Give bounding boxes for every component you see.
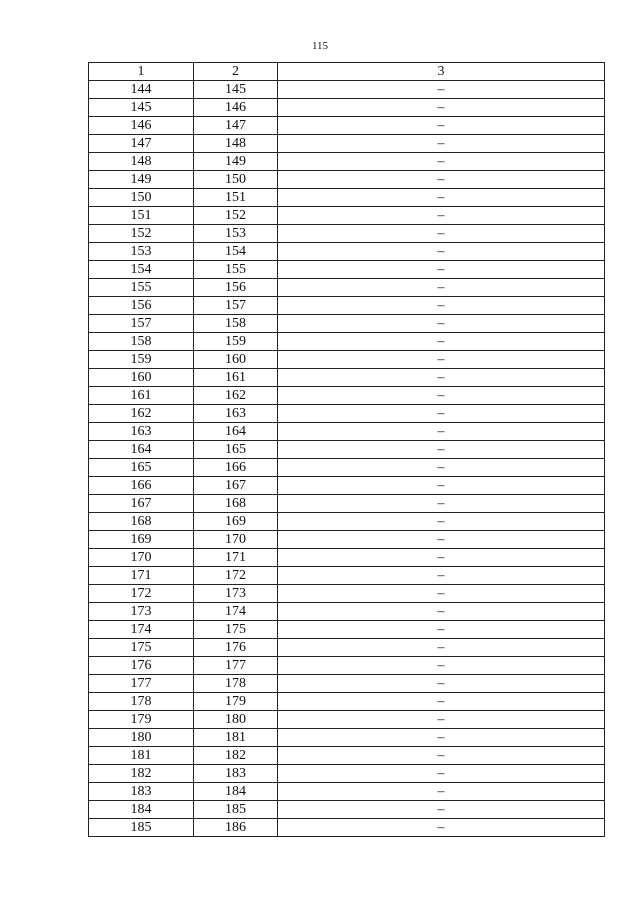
table-cell: – bbox=[278, 261, 605, 279]
table-cell: 150 bbox=[194, 171, 278, 189]
table-row bbox=[89, 135, 605, 153]
table-cell: 172 bbox=[194, 567, 278, 585]
table-row bbox=[89, 351, 605, 369]
table-row bbox=[89, 243, 605, 261]
table-cell: 148 bbox=[89, 153, 194, 171]
table-cell: 166 bbox=[194, 459, 278, 477]
page-number: 115 bbox=[311, 40, 329, 52]
table-cell: 179 bbox=[194, 693, 278, 711]
table-cell: 174 bbox=[194, 603, 278, 621]
table-cell: 181 bbox=[89, 747, 194, 765]
table-cell: – bbox=[278, 603, 605, 621]
table-row bbox=[89, 423, 605, 441]
table-cell: 147 bbox=[194, 117, 278, 135]
table-cell: – bbox=[278, 297, 605, 315]
table-row bbox=[89, 747, 605, 765]
table-cell: 176 bbox=[89, 657, 194, 675]
table-cell: 165 bbox=[89, 459, 194, 477]
table-row bbox=[89, 333, 605, 351]
table-cell: 174 bbox=[89, 621, 194, 639]
table-row bbox=[89, 585, 605, 603]
table-cell: 180 bbox=[89, 729, 194, 747]
table-cell: 164 bbox=[194, 423, 278, 441]
table-cell: 164 bbox=[89, 441, 194, 459]
table-cell: 168 bbox=[89, 513, 194, 531]
table-cell: 159 bbox=[89, 351, 194, 369]
table-body bbox=[89, 81, 605, 837]
table-row bbox=[89, 567, 605, 585]
table-cell: 150 bbox=[89, 189, 194, 207]
table-cell: 184 bbox=[89, 801, 194, 819]
table-cell: – bbox=[278, 369, 605, 387]
table-cell: – bbox=[278, 783, 605, 801]
table-cell: – bbox=[278, 333, 605, 351]
table-cell: 173 bbox=[194, 585, 278, 603]
table-cell: – bbox=[278, 495, 605, 513]
table-cell: 173 bbox=[89, 603, 194, 621]
table-cell: 157 bbox=[194, 297, 278, 315]
table-cell: 156 bbox=[194, 279, 278, 297]
table-row bbox=[89, 441, 605, 459]
table-cell: 155 bbox=[89, 279, 194, 297]
table-cell: – bbox=[278, 819, 605, 837]
table-cell: – bbox=[278, 405, 605, 423]
table-cell: 152 bbox=[89, 225, 194, 243]
table-cell: – bbox=[278, 747, 605, 765]
table-cell: 159 bbox=[194, 333, 278, 351]
table-cell: 162 bbox=[89, 405, 194, 423]
column-header: 3 bbox=[278, 63, 605, 81]
table-cell: 178 bbox=[89, 693, 194, 711]
table-cell: 153 bbox=[194, 225, 278, 243]
table-cell: 160 bbox=[89, 369, 194, 387]
table-cell: 152 bbox=[194, 207, 278, 225]
table-cell: 162 bbox=[194, 387, 278, 405]
table-cell: 179 bbox=[89, 711, 194, 729]
table-cell: 175 bbox=[89, 639, 194, 657]
table-cell: 154 bbox=[89, 261, 194, 279]
table-cell: 147 bbox=[89, 135, 194, 153]
table-cell: – bbox=[278, 459, 605, 477]
table-cell: – bbox=[278, 351, 605, 369]
table-row bbox=[89, 819, 605, 837]
table-row bbox=[89, 531, 605, 549]
table-cell: – bbox=[278, 135, 605, 153]
table-cell: 169 bbox=[194, 513, 278, 531]
table-row bbox=[89, 153, 605, 171]
table-cell: – bbox=[278, 801, 605, 819]
table-cell: 166 bbox=[89, 477, 194, 495]
table-row bbox=[89, 225, 605, 243]
table-cell: 151 bbox=[89, 207, 194, 225]
table-cell: 145 bbox=[194, 81, 278, 99]
table-cell: 158 bbox=[194, 315, 278, 333]
table-cell: 170 bbox=[194, 531, 278, 549]
table-cell: 183 bbox=[89, 783, 194, 801]
table-cell: 186 bbox=[194, 819, 278, 837]
table-cell: – bbox=[278, 153, 605, 171]
table-row bbox=[89, 405, 605, 423]
table-cell: 146 bbox=[89, 117, 194, 135]
table-cell: – bbox=[278, 711, 605, 729]
table-cell: 167 bbox=[89, 495, 194, 513]
table-row bbox=[89, 513, 605, 531]
table-cell: – bbox=[278, 729, 605, 747]
table-cell: 182 bbox=[194, 747, 278, 765]
table-cell: – bbox=[278, 549, 605, 567]
table-cell: 158 bbox=[89, 333, 194, 351]
table-row bbox=[89, 261, 605, 279]
table-row bbox=[89, 387, 605, 405]
table-row bbox=[89, 81, 605, 99]
table-row bbox=[89, 315, 605, 333]
table-cell: 160 bbox=[194, 351, 278, 369]
table-cell: – bbox=[278, 477, 605, 495]
table-cell: 153 bbox=[89, 243, 194, 261]
table-cell: 169 bbox=[89, 531, 194, 549]
table-cell: 149 bbox=[89, 171, 194, 189]
table-cell: 176 bbox=[194, 639, 278, 657]
table-cell: 148 bbox=[194, 135, 278, 153]
table-cell: 145 bbox=[89, 99, 194, 117]
table-row bbox=[89, 657, 605, 675]
table-row bbox=[89, 279, 605, 297]
table-cell: – bbox=[278, 99, 605, 117]
table-row bbox=[89, 495, 605, 513]
table-cell: – bbox=[278, 765, 605, 783]
table-row bbox=[89, 801, 605, 819]
table-cell: – bbox=[278, 423, 605, 441]
table-row bbox=[89, 297, 605, 315]
table-cell: 155 bbox=[194, 261, 278, 279]
table-row bbox=[89, 639, 605, 657]
table-row bbox=[89, 477, 605, 495]
table-cell: – bbox=[278, 513, 605, 531]
table-cell: – bbox=[278, 657, 605, 675]
table-row bbox=[89, 99, 605, 117]
table-row bbox=[89, 711, 605, 729]
table-cell: 170 bbox=[89, 549, 194, 567]
table-row bbox=[89, 675, 605, 693]
table-cell: 157 bbox=[89, 315, 194, 333]
table-row bbox=[89, 189, 605, 207]
table-cell: 151 bbox=[194, 189, 278, 207]
table-row bbox=[89, 729, 605, 747]
table-cell: – bbox=[278, 441, 605, 459]
table-cell: 146 bbox=[194, 99, 278, 117]
table-cell: 184 bbox=[194, 783, 278, 801]
table-cell: – bbox=[278, 675, 605, 693]
table-cell: – bbox=[278, 315, 605, 333]
table-cell: – bbox=[278, 171, 605, 189]
table-cell: 165 bbox=[194, 441, 278, 459]
table-cell: 175 bbox=[194, 621, 278, 639]
table-cell: – bbox=[278, 387, 605, 405]
table-cell: – bbox=[278, 279, 605, 297]
table-cell: 183 bbox=[194, 765, 278, 783]
table-row bbox=[89, 783, 605, 801]
table-cell: – bbox=[278, 189, 605, 207]
table-row bbox=[89, 459, 605, 477]
table-cell: 161 bbox=[194, 369, 278, 387]
table-row bbox=[89, 207, 605, 225]
table-row bbox=[89, 603, 605, 621]
table-cell: 156 bbox=[89, 297, 194, 315]
table-cell: 177 bbox=[89, 675, 194, 693]
table-row bbox=[89, 171, 605, 189]
table-cell: 181 bbox=[194, 729, 278, 747]
table-cell: 144 bbox=[89, 81, 194, 99]
table-cell: 163 bbox=[89, 423, 194, 441]
table-cell: 185 bbox=[89, 819, 194, 837]
table-cell: 149 bbox=[194, 153, 278, 171]
table-cell: 154 bbox=[194, 243, 278, 261]
table-cell: 177 bbox=[194, 657, 278, 675]
table-cell: – bbox=[278, 585, 605, 603]
table-cell: 163 bbox=[194, 405, 278, 423]
table-cell: 185 bbox=[194, 801, 278, 819]
table-cell: – bbox=[278, 639, 605, 657]
table-row bbox=[89, 693, 605, 711]
column-header: 2 bbox=[194, 63, 278, 81]
column-header: 1 bbox=[89, 63, 194, 81]
table-row bbox=[89, 549, 605, 567]
table-cell: – bbox=[278, 693, 605, 711]
table-header-row bbox=[89, 63, 605, 81]
table-cell: – bbox=[278, 243, 605, 261]
table-row bbox=[89, 621, 605, 639]
table-cell: 168 bbox=[194, 495, 278, 513]
table-cell: 171 bbox=[194, 549, 278, 567]
table-cell: 178 bbox=[194, 675, 278, 693]
data-table bbox=[88, 62, 605, 837]
table-cell: 180 bbox=[194, 711, 278, 729]
table-cell: 172 bbox=[89, 585, 194, 603]
table-row bbox=[89, 117, 605, 135]
table-cell: – bbox=[278, 567, 605, 585]
table-cell: – bbox=[278, 531, 605, 549]
table-cell: – bbox=[278, 81, 605, 99]
table-cell: 182 bbox=[89, 765, 194, 783]
table-cell: – bbox=[278, 225, 605, 243]
table-cell: – bbox=[278, 117, 605, 135]
table-cell: 167 bbox=[194, 477, 278, 495]
table-cell: 161 bbox=[89, 387, 194, 405]
table-row bbox=[89, 369, 605, 387]
table-cell: – bbox=[278, 621, 605, 639]
table-cell: – bbox=[278, 207, 605, 225]
table-cell: 171 bbox=[89, 567, 194, 585]
table-row bbox=[89, 765, 605, 783]
